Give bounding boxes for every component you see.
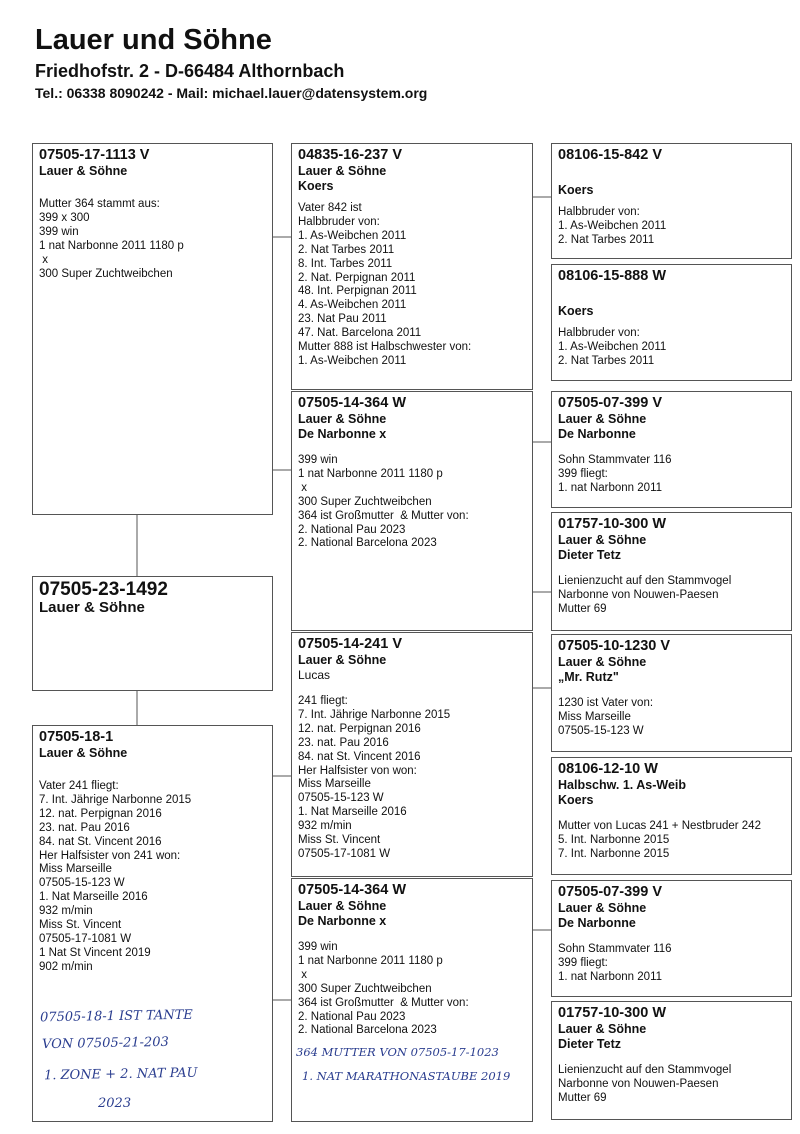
ff-owner: Lauer & Söhne (298, 164, 387, 178)
mother-owner: Lauer & Söhne (39, 746, 128, 760)
ff-extra: Koers (298, 179, 334, 193)
fff-card (551, 143, 792, 259)
ff-ring: 04835-16-237 V (298, 147, 402, 163)
mf-owner: Lauer & Söhne (298, 653, 387, 667)
mff-ring: 07505-10-1230 V (558, 638, 671, 654)
fmf-extra: De Narbonne (558, 427, 636, 441)
ff-notes: Vater 842 ist Halbbruder von: 1. As-Weibchen 2011 2. Nat Tarbes 2011 8. Int. Tarbes 2011 2. Nat. Perpignan 2011 48. Int. Perpignan 2011 4. As-Weibchen 2011 23. Nat Pau 2011 47. Nat. Barcelona 2011 Mutter 888 ist Halbschwester von: 1. As-Weibchen 2011 (298, 202, 472, 367)
mmm-owner: Lauer & Söhne (558, 1022, 647, 1036)
mff-notes: 1230 ist Vater von: Miss Marseille 07505-15-123 W (558, 697, 654, 737)
fm-notes: 399 win 1 nat Narbonne 2011 1180 p x 300 Super Zuchtweibchen 364 ist Großmutter & Mutter von: 2. National Pau 2023 2. National Barcelona 2023 (298, 454, 469, 550)
mother-notes: Vater 241 fliegt: 7. Int. Jährige Narbonne 2015 12. nat. Perpignan 2016 23. nat. Pau 2016 84. nat St. Vincent 2016 Her Halfsister von 241 won: Miss Marseille 07505-15-123 W 1. Nat Marseille 2016 932 m/min Miss St. Vincent 07505-17-1081 W 1 Nat St Vincent 2019 902 m/min (39, 780, 192, 973)
mother-card (32, 725, 273, 1122)
mfm-card (551, 757, 792, 875)
mm-notes: 399 win 1 nat Narbonne 2011 1180 p x 300 Super Zuchtweibchen 364 ist Großmutter & Mutter von: 2. National Pau 2023 2. National Barcelona 2023 (298, 941, 469, 1037)
mother-ring: 07505-18-1 (39, 729, 114, 745)
mmm-card (551, 1001, 792, 1120)
mmf-owner: Lauer & Söhne (558, 901, 647, 915)
ffm-ring: 08106-15-888 W (558, 268, 667, 284)
mm-ring: 07505-14-364 W (298, 882, 407, 898)
mmm-ring: 01757-10-300 W (558, 1005, 667, 1021)
mff-extra: „Mr. Rutz" (558, 670, 619, 684)
mmf-notes: Sohn Stammvater 116 399 fliegt: 1. nat Narbonn 2011 (558, 943, 672, 983)
fm-ring: 07505-14-364 W (298, 395, 407, 411)
mmf-card (551, 880, 792, 997)
ffm-card (551, 264, 792, 381)
handwritten-note-line-2: VON 07505-21-203 (41, 1034, 169, 1053)
mfm-extra: Koers (558, 793, 594, 807)
mf-notes: 241 fliegt: 7. Int. Jährige Narbonne 2015 12. nat. Perpignan 2016 23. nat. Pau 2016 84. nat St. Vincent 2016 Her Halfsister von won: Miss Marseille 07505-15-123 W 1. Nat Marseille 2016 932 m/min Miss St. Vincent 07505-17-1081 W (298, 695, 451, 860)
fff-notes: Halbbruder von: 1. As-Weibchen 2011 2. Nat Tarbes 2011 (558, 206, 667, 246)
handwritten-mm-line-2: 1. NAT MARATHONASTAUBE 2019 (302, 1069, 511, 1083)
father-ring: 07505-17-1113 V (39, 147, 150, 163)
mm-owner: Lauer & Söhne (298, 899, 387, 913)
handwritten-note-line-4: 2023 (98, 1096, 132, 1111)
ff-card (291, 143, 533, 390)
subject-card (32, 576, 273, 691)
fmf-owner: Lauer & Söhne (558, 412, 647, 426)
mfm-notes: Mutter von Lucas 241 + Nestbruder 242 5. Int. Narbonne 2015 7. Int. Narbonne 2015 (558, 820, 761, 860)
handwritten-mm-line-1: 364 MUTTER VON 07505-17-1023 (296, 1045, 499, 1059)
mff-card (551, 634, 792, 752)
subject-ring: 07505-23-1492 (39, 579, 168, 600)
fm-owner: Lauer & Söhne (298, 412, 387, 426)
fmm-extra: Dieter Tetz (558, 548, 621, 562)
mmf-ring: 07505-07-399 V (558, 884, 662, 900)
fmm-owner: Lauer & Söhne (558, 533, 647, 547)
breeder-contact: Tel.: 06338 8090242 - Mail: michael.lauer@datensystem.org (35, 85, 428, 101)
breeder-address: Friedhofstr. 2 - D-66484 Althornbach (35, 61, 345, 81)
mm-extra: De Narbonne x (298, 914, 387, 928)
fmm-card (551, 512, 792, 631)
fmf-ring: 07505-07-399 V (558, 395, 662, 411)
mmf-extra: De Narbonne (558, 916, 636, 930)
fmf-card (551, 391, 792, 508)
fmm-notes: Lienienzucht auf den Stammvogel Narbonne von Nouwen-Paesen Mutter 69 (558, 575, 732, 615)
fmm-ring: 01757-10-300 W (558, 516, 667, 532)
fm-extra: De Narbonne x (298, 427, 387, 441)
ffm-notes: Halbbruder von: 1. As-Weibchen 2011 2. Nat Tarbes 2011 (558, 327, 667, 367)
mf-extra: Lucas (298, 668, 331, 682)
father-card (32, 143, 273, 515)
mff-owner: Lauer & Söhne (558, 655, 647, 669)
fff-ring: 08106-15-842 V (558, 147, 662, 163)
fff-extra: Koers (558, 183, 594, 197)
ffm-extra: Koers (558, 304, 594, 318)
father-notes: Mutter 364 stammt aus: 399 x 300 399 win 1 nat Narbonne 2011 1180 p x 300 Super Zuchtweibchen (39, 198, 184, 280)
mf-ring: 07505-14-241 V (298, 636, 402, 652)
subject-owner: Lauer & Söhne (39, 599, 145, 616)
fm-card (291, 391, 533, 631)
handwritten-note-line-3: 1. ZONE + 2. NAT PAU (43, 1065, 198, 1084)
mfm-ring: 08106-12-10 W (558, 761, 658, 777)
mmm-extra: Dieter Tetz (558, 1037, 621, 1051)
fmf-notes: Sohn Stammvater 116 399 fliegt: 1. nat Narbonn 2011 (558, 454, 672, 494)
mf-card (291, 632, 533, 877)
mm-card (291, 878, 533, 1122)
mmm-notes: Lienienzucht auf den Stammvogel Narbonne von Nouwen-Paesen Mutter 69 (558, 1064, 732, 1104)
handwritten-note-line-1: 07505-18-1 IST TANTE (39, 1007, 193, 1026)
breeder-name: Lauer und Söhne (35, 24, 272, 56)
father-owner: Lauer & Söhne (39, 164, 128, 178)
mfm-owner: Halbschw. 1. As-Weib (558, 778, 687, 792)
